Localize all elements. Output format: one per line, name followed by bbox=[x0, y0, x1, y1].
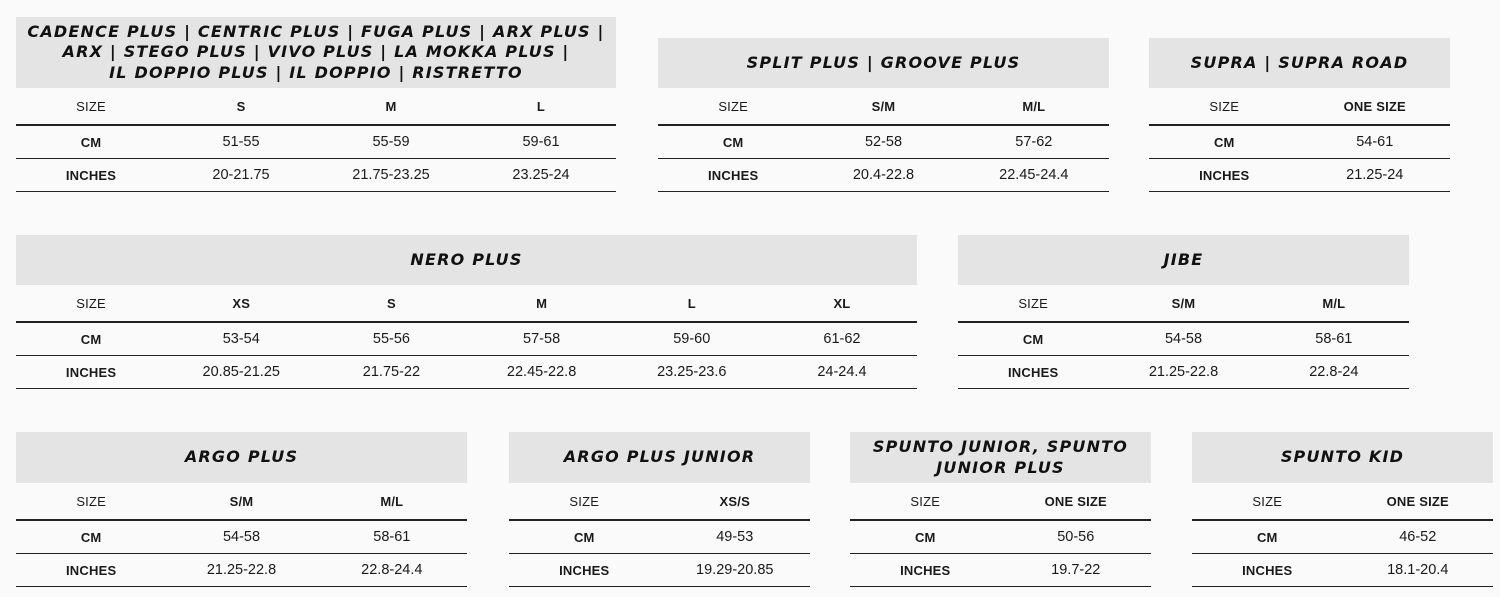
size-cell: XS/S bbox=[719, 493, 750, 509]
size-cell: L bbox=[536, 98, 546, 114]
table-title bbox=[16, 432, 467, 483]
size-cell: ONE SIZE bbox=[1044, 493, 1107, 509]
size-cell: S/M bbox=[229, 493, 254, 509]
inches-row-label: INCHES bbox=[65, 167, 117, 183]
cm-cell: 54-58 bbox=[1164, 331, 1203, 347]
size-cell: S bbox=[386, 295, 396, 311]
size-table-cadence bbox=[16, 17, 616, 192]
cm-cell: 59-61 bbox=[522, 134, 560, 150]
cm-cell: 57-62 bbox=[1015, 134, 1053, 150]
size-row-label: SIZE bbox=[569, 493, 600, 509]
cm-row bbox=[658, 126, 1109, 159]
inches-row-label: INCHES bbox=[1008, 364, 1059, 380]
cm-cell: 54-58 bbox=[222, 529, 261, 545]
table-title bbox=[16, 17, 616, 88]
table-title bbox=[1192, 432, 1493, 483]
cm-row bbox=[1149, 126, 1450, 159]
cm-row-label: CM bbox=[1256, 529, 1278, 545]
size-row bbox=[958, 285, 1409, 323]
cm-cell: 51-55 bbox=[222, 134, 260, 150]
table-title-text: ARGO PLUS JUNIOR bbox=[563, 447, 756, 467]
inches-row bbox=[658, 159, 1109, 192]
inches-row bbox=[16, 356, 917, 389]
size-row-label: SIZE bbox=[910, 493, 941, 509]
inches-row bbox=[1149, 159, 1450, 192]
size-table-spunto-junior bbox=[850, 432, 1151, 587]
size-row-label: SIZE bbox=[76, 98, 106, 114]
cm-row-label: CM bbox=[914, 529, 936, 545]
cm-row-label: CM bbox=[80, 134, 102, 150]
inches-row-label: INCHES bbox=[65, 364, 117, 380]
inches-row-label: INCHES bbox=[66, 562, 117, 578]
inches-cell: 21.25-22.8 bbox=[206, 562, 277, 578]
cm-row bbox=[1192, 521, 1493, 554]
table-title bbox=[509, 432, 810, 483]
cm-cell: 54-61 bbox=[1356, 134, 1394, 150]
inches-cell: 21.25-22.8 bbox=[1148, 364, 1219, 380]
inches-cell: 19.29-20.85 bbox=[696, 562, 774, 578]
size-cell: S/M bbox=[871, 98, 896, 114]
cm-cell: 58-61 bbox=[373, 529, 411, 545]
cm-cell: 55-56 bbox=[372, 331, 410, 347]
table-title bbox=[1149, 38, 1450, 88]
cm-row bbox=[16, 126, 616, 159]
size-row bbox=[16, 285, 917, 323]
size-table-nero bbox=[16, 235, 917, 389]
table-title-text: SPUNTO JUNIOR, SPUNTO JUNIOR PLUS bbox=[872, 437, 1129, 477]
size-table-spunto-kid bbox=[1192, 432, 1493, 587]
size-table-argo bbox=[16, 432, 467, 587]
size-cell: S/M bbox=[1171, 295, 1196, 311]
size-row bbox=[1149, 88, 1450, 126]
cm-cell: 52-58 bbox=[864, 134, 903, 150]
size-cell: M bbox=[385, 98, 397, 114]
size-row bbox=[1192, 483, 1493, 521]
cm-cell: 55-59 bbox=[372, 134, 410, 150]
cm-row-label: CM bbox=[1022, 331, 1044, 347]
cm-cell: 58-61 bbox=[1315, 331, 1353, 347]
inches-row bbox=[16, 554, 467, 587]
size-table-jibe bbox=[958, 235, 1409, 389]
size-row-label: SIZE bbox=[76, 493, 107, 509]
table-title-text: NERO PLUS bbox=[410, 249, 523, 269]
size-cell: L bbox=[687, 295, 696, 311]
cm-row-label: CM bbox=[80, 331, 102, 347]
inches-row-label: INCHES bbox=[1242, 562, 1293, 578]
table-title-text: SPUNTO KID bbox=[1280, 447, 1405, 467]
size-table-supra bbox=[1149, 38, 1450, 192]
cm-cell: 49-53 bbox=[716, 529, 754, 545]
size-cell: M/L bbox=[380, 493, 404, 509]
size-cell: M/L bbox=[1022, 98, 1046, 114]
size-row-label: SIZE bbox=[1252, 493, 1283, 509]
size-row bbox=[850, 483, 1151, 521]
inches-row bbox=[509, 554, 810, 587]
inches-cell: 23.25-23.6 bbox=[657, 364, 727, 380]
cm-cell: 61-62 bbox=[823, 331, 861, 347]
size-cell: ONE SIZE bbox=[1343, 98, 1406, 114]
size-row-label: SIZE bbox=[718, 98, 749, 114]
size-row-label: SIZE bbox=[76, 295, 106, 311]
cm-cell: 50-56 bbox=[1057, 529, 1095, 545]
inches-cell: 22.45-22.8 bbox=[506, 364, 577, 380]
inches-cell: 24-24.4 bbox=[817, 364, 867, 380]
cm-row bbox=[509, 521, 810, 554]
inches-row-label: INCHES bbox=[708, 167, 759, 183]
cm-cell: 59-60 bbox=[673, 331, 711, 347]
inches-cell: 22.8-24.4 bbox=[361, 562, 423, 578]
size-table-argo-junior bbox=[509, 432, 810, 587]
table-title bbox=[958, 235, 1409, 285]
inches-cell: 18.1-20.4 bbox=[1387, 562, 1449, 578]
inches-cell: 21.75-22 bbox=[362, 364, 421, 380]
size-cell: ONE SIZE bbox=[1386, 493, 1449, 509]
inches-row bbox=[16, 159, 616, 192]
table-title-text: ARGO PLUS bbox=[184, 447, 299, 467]
size-cell: M/L bbox=[1322, 295, 1346, 311]
inches-row bbox=[958, 356, 1409, 389]
inches-cell: 21.25-24 bbox=[1346, 167, 1404, 183]
inches-row bbox=[1192, 554, 1493, 587]
inches-cell: 23.25-24 bbox=[512, 167, 570, 183]
cm-row-label: CM bbox=[722, 134, 744, 150]
table-title bbox=[850, 432, 1151, 483]
size-row-label: SIZE bbox=[1018, 295, 1049, 311]
size-row-label: SIZE bbox=[1209, 98, 1240, 114]
size-row bbox=[509, 483, 810, 521]
inches-cell: 22.8-24 bbox=[1309, 364, 1359, 380]
size-row bbox=[658, 88, 1109, 126]
cm-row bbox=[958, 323, 1409, 356]
cm-row-label: CM bbox=[80, 529, 102, 545]
inches-cell: 19.7-22 bbox=[1051, 562, 1101, 578]
inches-row-label: INCHES bbox=[1199, 167, 1250, 183]
cm-cell: 46-52 bbox=[1399, 529, 1437, 545]
cm-row bbox=[16, 521, 467, 554]
cm-row-label: CM bbox=[573, 529, 595, 545]
cm-row bbox=[16, 323, 917, 356]
cm-cell: 53-54 bbox=[222, 331, 260, 347]
inches-cell: 21.75-23.25 bbox=[352, 167, 430, 183]
size-cell: M bbox=[536, 295, 548, 311]
size-row bbox=[16, 88, 616, 126]
table-title-text: SPLIT PLUS | GROOVE PLUS bbox=[746, 52, 1021, 72]
inches-cell: 20.85-21.25 bbox=[202, 364, 280, 380]
inches-row bbox=[850, 554, 1151, 587]
inches-cell: 22.45-24.4 bbox=[999, 167, 1069, 183]
inches-row-label: INCHES bbox=[900, 562, 951, 578]
table-title bbox=[658, 38, 1109, 88]
inches-row-label: INCHES bbox=[559, 562, 610, 578]
size-cell: XS bbox=[232, 295, 251, 311]
table-title-text: SUPRA | SUPRA ROAD bbox=[1190, 52, 1409, 72]
table-title bbox=[16, 235, 917, 285]
table-title-text: CADENCE PLUS | CENTRIC PLUS | FUGA PLUS | ARX PLUS | ARX | STEGO PLUS | VIVO PLUS | LA MOKKA PLUS | IL DOPPIO PLUS | IL DOPPIO | RISTRETTO bbox=[27, 21, 605, 82]
size-cell: S bbox=[236, 98, 246, 114]
size-cell: XL bbox=[833, 295, 851, 311]
cm-row-label: CM bbox=[1213, 134, 1235, 150]
size-table-split bbox=[658, 38, 1109, 192]
size-row bbox=[16, 483, 467, 521]
cm-row bbox=[850, 521, 1151, 554]
inches-cell: 20.4-22.8 bbox=[852, 167, 915, 183]
cm-cell: 57-58 bbox=[523, 331, 561, 347]
table-title-text: JIBE bbox=[1163, 249, 1204, 269]
inches-cell: 20-21.75 bbox=[212, 167, 270, 183]
